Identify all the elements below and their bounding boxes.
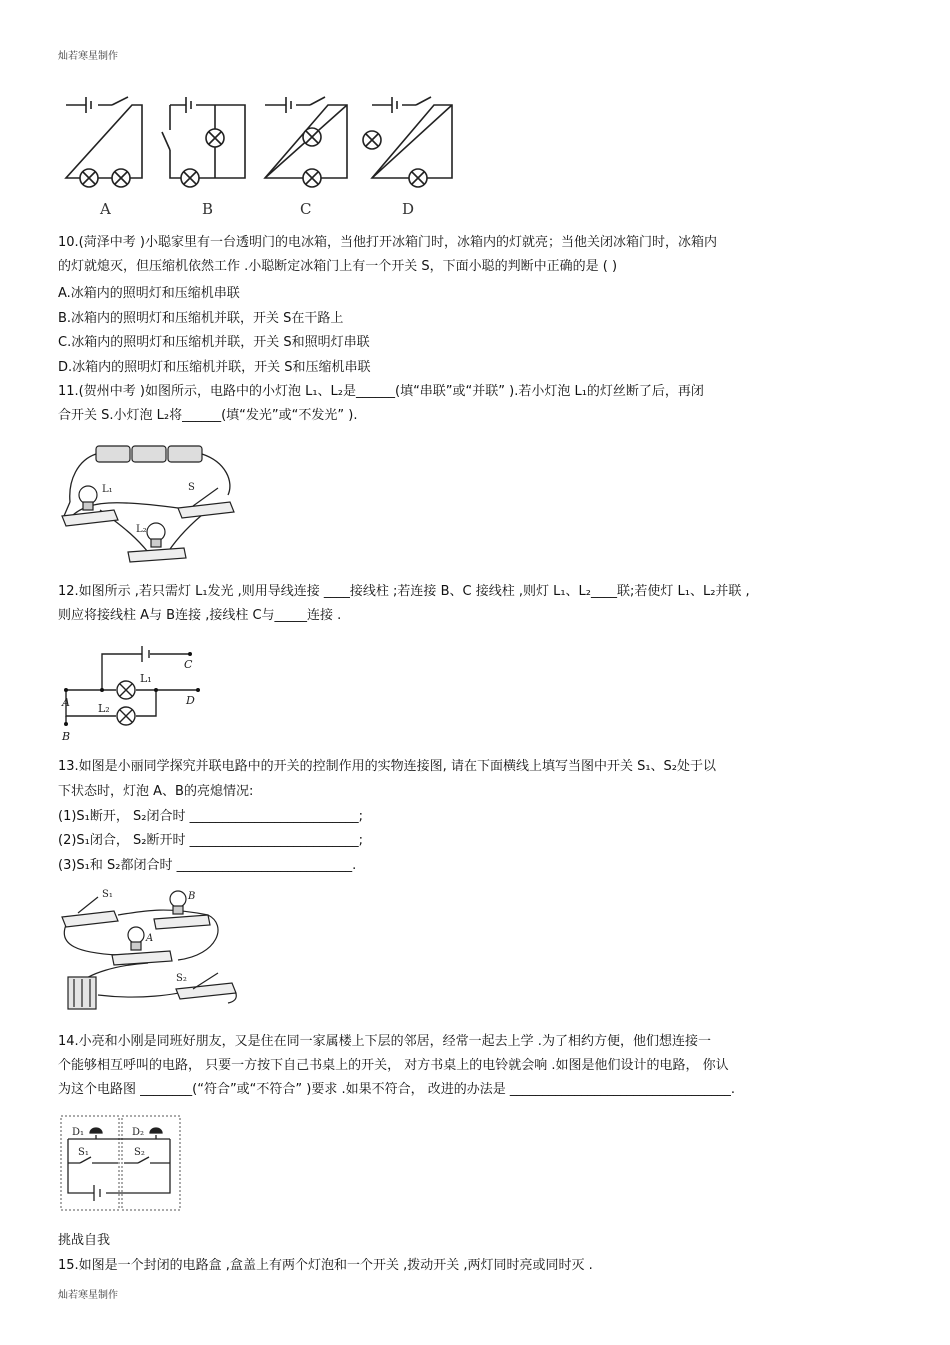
q11-circuit-svg (58, 440, 238, 575)
option-label-a: A (100, 200, 111, 218)
q12-line2: 则应将接线柱 A与 B连接 ,接线柱 C与_____连接 . (58, 608, 342, 623)
q10-line2: 的灯就熄灭，但压缩机依然工作 .小聪断定冰箱门上有一个开关 S，下面小聪的判断中正确的是 ( ) (58, 259, 618, 274)
q11-label-l1: L₁ (102, 484, 113, 495)
q12-label-a: A (62, 696, 70, 709)
q13-line2: 下状态时，灯泡 A、B的亮熄情况: (58, 784, 254, 799)
q14-circuit-svg (58, 1113, 183, 1213)
q14-label-s1: S₁ (78, 1147, 89, 1158)
q12-line1: 12.如图所示 ,若只需灯 L₁发光 ,则用导线连接 ____接线柱 ;若连接 B、C 接线柱 ,则灯 L₁、L₂____联;若使灯 L₁、L₂并联 , (58, 584, 750, 599)
q14-line2: 个能够相互呼叫的电路， 只要一方按下自己书桌上的开关， 对方书桌上的电铃就会响 .如图是他们设计的电路， 你认 (58, 1058, 729, 1073)
circuit-a (66, 97, 142, 187)
page-footer: 灿若寒星制作 (58, 1290, 118, 1301)
q13-label-b: B (188, 891, 196, 902)
figure-circuit-options (60, 92, 460, 226)
q11-label-l2: L₂ (136, 524, 147, 535)
circuit-c (265, 97, 347, 187)
q14-label-d2: D₂ (132, 1127, 145, 1138)
q10-option-d: D.冰箱内的照明灯和压缩机并联，开关 S和压缩机串联 (58, 360, 371, 375)
circuit-d (363, 97, 452, 187)
option-label-c: C (300, 200, 312, 218)
q10-option-b: B.冰箱内的照明灯和压缩机并联，开关 S在干路上 (58, 311, 344, 326)
q10-option-c: C.冰箱内的照明灯和压缩机并联，开关 S和照明灯串联 (58, 335, 370, 350)
circuit-options-svg (60, 92, 460, 222)
q10-line1: 10.(菏泽中考 )小聪家里有一台透明门的电冰箱，当他打开冰箱门时，冰箱内的灯就亮；当他关闭冰箱门时，冰箱内 (58, 235, 717, 250)
q13-label-s1: S₁ (102, 889, 113, 900)
q15-line1: 15.如图是一个封闭的电路盒 ,盒盖上有两个灯泡和一个开关 ,拨动开关 ,两灯同时亮或同时灭 . (58, 1258, 593, 1273)
q12-label-l2: L₂ (98, 702, 110, 715)
q14-label-d1: D₁ (72, 1127, 85, 1138)
option-label-d: D (402, 200, 415, 218)
q11-line2: 合开关 S.小灯泡 L₂将______(填“发光”或“不发光” ). (58, 408, 358, 423)
page-header: 灿若寒星制作 (58, 51, 118, 62)
figure-q12-circuit (58, 640, 208, 749)
q14-line1: 14.小亮和小刚是同班好朋友，又是住在同一家属楼上下层的邻居，经常一起去上学 .为了相约方便，他们想连接一 (58, 1034, 711, 1049)
q13-label-a: A (146, 933, 154, 944)
figure-q13-physical-circuit (58, 885, 243, 1019)
figure-q11-physical-circuit (58, 440, 238, 579)
q12-label-l1: L₁ (140, 672, 152, 685)
q11-label-s: S (188, 482, 195, 493)
option-label-b: B (202, 200, 214, 218)
q12-label-b: B (62, 730, 71, 743)
q11-line1: 11.(贺州中考 )如图所示，电路中的小灯泡 L₁、L₂是______(填“串联”或“并联” ).若小灯泡 L₁的灯丝断了后，再闭 (58, 384, 704, 399)
q14-label-s2: S₂ (134, 1147, 145, 1158)
section-title: 挑战自我 (58, 1233, 111, 1248)
q12-label-d: D (186, 694, 195, 707)
q12-label-c: C (184, 658, 193, 671)
q13-item-2: (2)S₁闭合， S₂断开时 __________________________; (58, 833, 363, 848)
q13-item-1: (1)S₁断开， S₂闭合时 __________________________; (58, 809, 363, 824)
q13-circuit-svg (58, 885, 243, 1015)
circuit-b (162, 97, 245, 187)
q13-item-3: (3)S₁和 S₂都闭合时 ___________________________. (58, 858, 357, 873)
q13-label-s2: S₂ (176, 973, 187, 984)
figure-q14-circuit (58, 1113, 183, 1217)
q13-line1: 13.如图是小丽同学探究并联电路中的开关的控制作用的实物连接图, 请在下面横线上填写当图中开关 S₁、S₂处于以 (58, 759, 716, 774)
q14-line3: 为这个电路图 ________(“符合”或“不符合” )要求 .如果不符合， 改进的办法是 __________________________________. (58, 1082, 736, 1097)
q10-option-a: A.冰箱内的照明灯和压缩机串联 (58, 286, 240, 301)
q12-circuit-svg (58, 640, 208, 745)
